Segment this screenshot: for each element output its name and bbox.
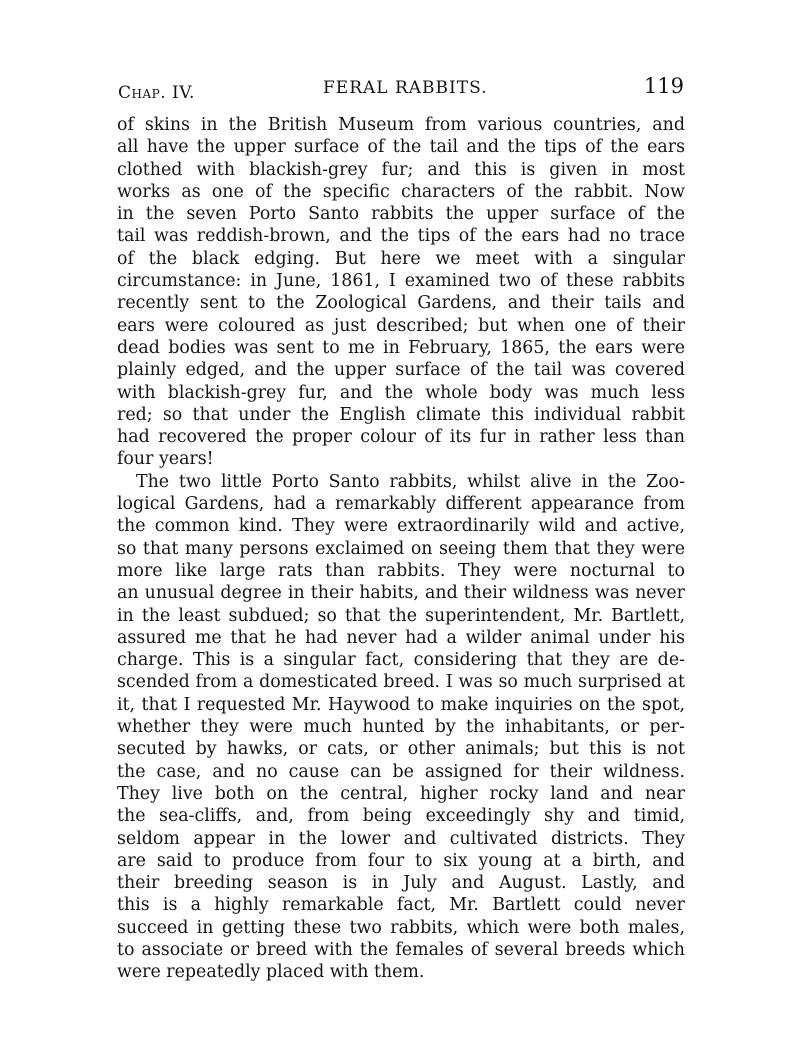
- text-line: so that many persons exclaimed on seeing them that they were: [117, 538, 685, 559]
- text-line: with blackish-grey fur, and the whole body was much less: [117, 382, 685, 403]
- text-line: works as one of the specific characters of the rabbit. Now: [117, 181, 685, 202]
- text-line: seldom appear in the lower and cultivated districts. They: [117, 828, 685, 849]
- text-line: secuted by hawks, or cats, or other animals; but this is not: [117, 739, 685, 760]
- text-line: charge. This is a singular fact, considering that they are de-: [117, 650, 685, 671]
- text-line: were repeatedly placed with them.: [117, 962, 425, 983]
- text-line: dead bodies was sent to me in February, 1865, the ears were: [117, 337, 685, 358]
- text-line: all have the upper surface of the tail and the tips of the ears: [117, 137, 685, 158]
- page-number: 119: [643, 74, 684, 98]
- text-line: assured me that he had never had a wilder animal under his: [117, 627, 685, 648]
- text-line: in the seven Porto Santo rabbits the upper surface of the: [117, 204, 685, 225]
- text-line: plainly edged, and the upper surface of the tail was covered: [117, 360, 685, 381]
- text-line: it, that I requested Mr. Haywood to make inquiries on the spot,: [117, 694, 685, 715]
- text-line: The two little Porto Santo rabbits, whilst alive in the Zoo-: [136, 471, 685, 492]
- text-line: ears were coloured as just described; but when one of their: [117, 315, 685, 336]
- text-line: succeed in getting these two rabbits, which were both males,: [117, 917, 685, 938]
- text-line: the sea-cliffs, and, from being exceedingly shy and timid,: [117, 806, 685, 827]
- text-line: clothed with blackish-grey fur; and this is given in most: [117, 159, 685, 180]
- paragraph-1: [117, 114, 685, 471]
- text-line: recently sent to the Zoological Gardens, and their tails and: [117, 293, 685, 314]
- text-line: to associate or breed with the females of several breeds which: [117, 939, 685, 960]
- paragraph-2: [117, 471, 685, 984]
- text-line: scended from a domesticated breed. I was so much surprised at: [117, 672, 685, 693]
- text-line: tail was reddish-brown, and the tips of the ears had no trace: [117, 226, 685, 247]
- text-line: four years!: [117, 449, 214, 470]
- text-line: this is a highly remarkable fact, Mr. Bartlett could never: [117, 895, 685, 916]
- text-line: They live both on the central, higher rocky land and near: [117, 783, 685, 804]
- text-line: in the least subdued; so that the superintendent, Mr. Bartlett,: [117, 605, 685, 626]
- text-line: whether they were much hunted by the inhabitants, or per-: [117, 717, 685, 738]
- text-line: their breeding season is in July and August. Lastly, and: [117, 873, 685, 894]
- running-title: FERAL RABBITS.: [323, 78, 488, 98]
- text-line: more like large rats than rabbits. They were nocturnal to: [117, 560, 685, 581]
- running-head: [118, 72, 684, 102]
- text-line: an unusual degree in their habits, and their wildness was never: [117, 583, 685, 604]
- text-line: the common kind. They were extraordinarily wild and active,: [117, 516, 685, 537]
- text-line: had recovered the proper colour of its fur in rather less than: [117, 427, 685, 448]
- text-line: of skins in the British Museum from various countries, and: [117, 115, 685, 135]
- body-text: [117, 114, 685, 984]
- text-line: the case, and no cause can be assigned for their wildness.: [117, 761, 685, 782]
- text-line: red; so that under the English climate this individual rabbit: [117, 404, 685, 425]
- text-line: are said to produce from four to six young at a birth, and: [117, 850, 685, 871]
- chapter-label: Chap. IV.: [118, 83, 195, 103]
- text-line: of the black edging. But here we meet with a singular: [117, 248, 685, 269]
- text-line: logical Gardens, had a remarkably different appearance from: [117, 494, 685, 515]
- text-line: circumstance: in June, 1861, I examined two of these rabbits: [117, 271, 685, 292]
